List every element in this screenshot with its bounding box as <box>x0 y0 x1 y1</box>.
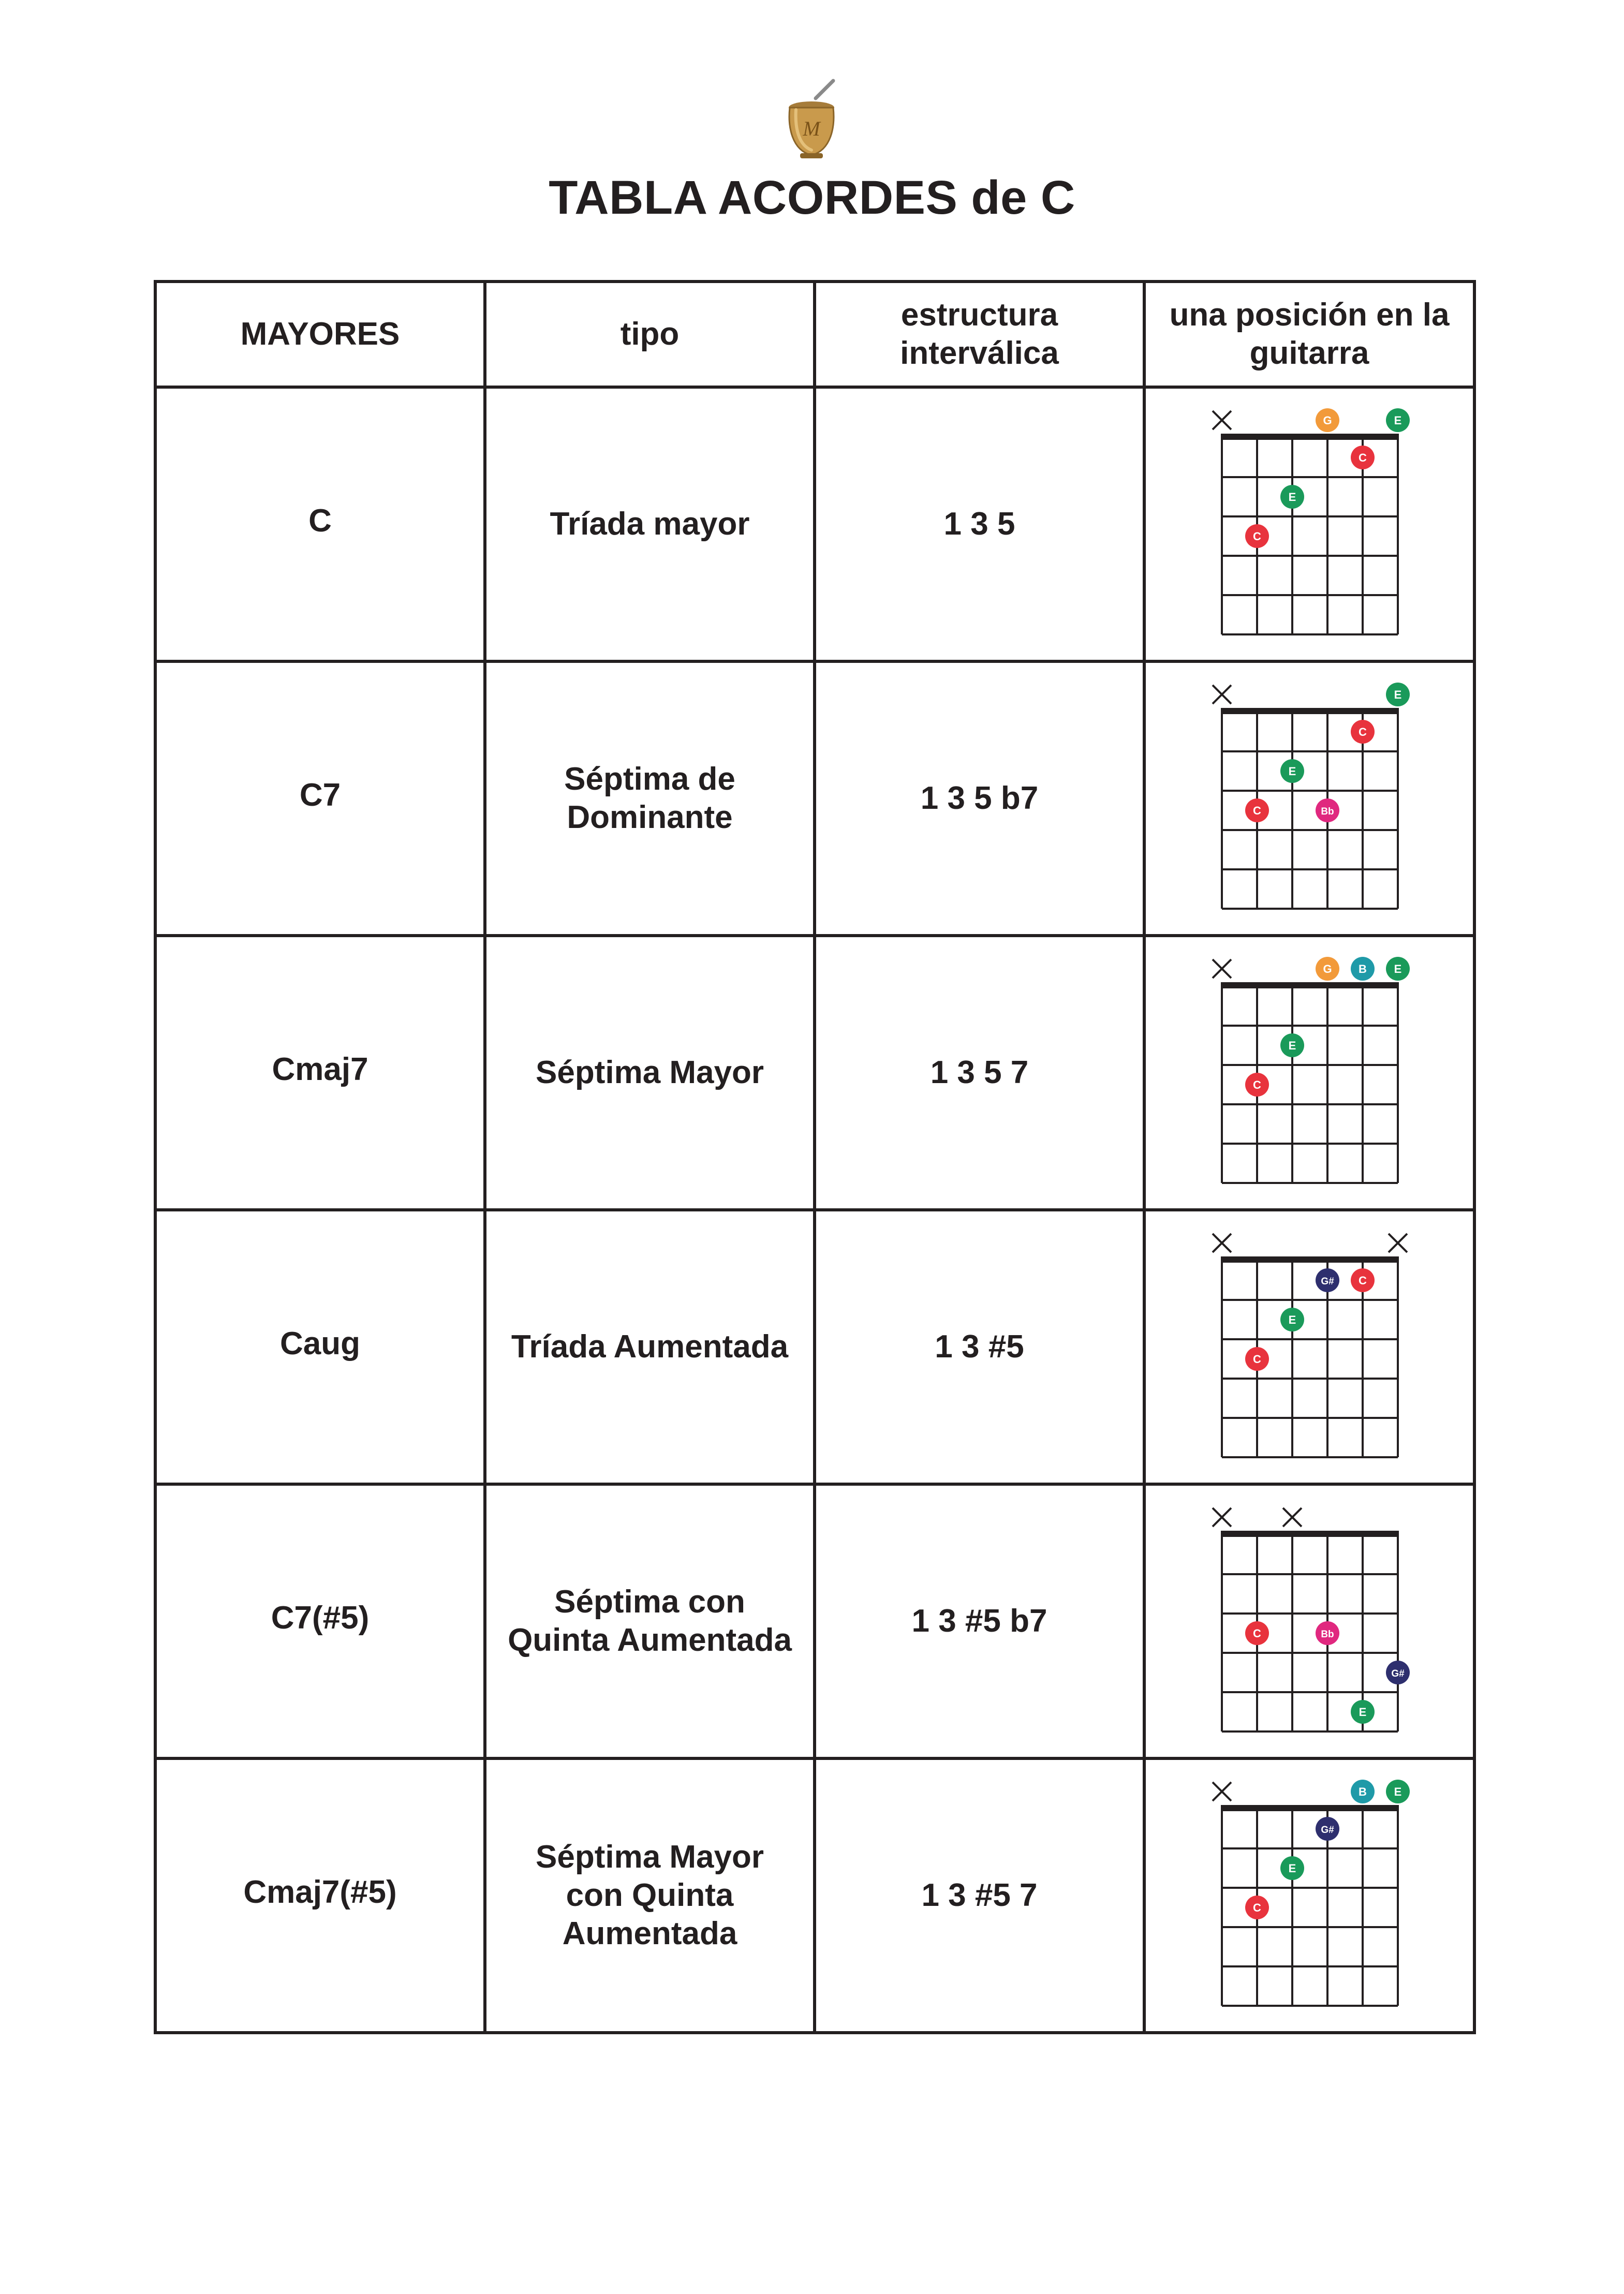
svg-text:G: G <box>1323 414 1332 427</box>
chord-type: Tríada mayor <box>485 387 815 661</box>
svg-text:C: C <box>1359 726 1367 738</box>
fret-note-dot <box>1280 1856 1304 1880</box>
svg-text:E: E <box>1394 1785 1402 1798</box>
open-string-note <box>1351 1780 1375 1803</box>
open-string-note <box>1351 957 1375 981</box>
table-row <box>155 387 1474 661</box>
chord-table <box>154 280 1476 2034</box>
chord-diagram <box>1146 1760 1475 2031</box>
chord-name: Cmaj7(#5) <box>155 1758 485 2033</box>
open-string-note <box>1316 408 1339 432</box>
table-row <box>155 936 1474 1210</box>
muted-string-icon <box>1213 1234 1231 1252</box>
chord-diagram-cell <box>1144 1484 1474 1758</box>
svg-text:Bb: Bb <box>1321 1629 1334 1640</box>
chord-structure: 1 3 5 7 <box>815 936 1144 1210</box>
muted-string-icon <box>1213 411 1231 430</box>
svg-text:C: C <box>1253 1078 1261 1091</box>
table-row <box>155 1484 1474 1758</box>
chord-diagram <box>1146 937 1475 1208</box>
open-string-note <box>1316 957 1339 981</box>
nut-bar <box>1221 434 1399 440</box>
table-row <box>155 1758 1474 2033</box>
table-row <box>155 1210 1474 1484</box>
fret-note-dot <box>1280 485 1304 509</box>
svg-text:M: M <box>803 117 820 140</box>
svg-text:E: E <box>1288 1862 1296 1875</box>
svg-text:C: C <box>1253 1627 1261 1640</box>
muted-string-icon <box>1213 685 1231 704</box>
fret-note-dot <box>1280 1033 1304 1057</box>
header-mayores: MAYORES <box>155 282 485 387</box>
svg-text:E: E <box>1394 414 1402 427</box>
chord-type: Séptima Mayor <box>485 936 815 1210</box>
chord-type: Séptima Mayor con Quinta Aumentada <box>485 1758 815 2033</box>
nut-bar <box>1221 1531 1399 1537</box>
fret-note-dot <box>1316 1621 1339 1645</box>
chord-structure: 1 3 #5 7 <box>815 1758 1144 2033</box>
svg-text:E: E <box>1288 491 1296 504</box>
table-header-row <box>155 282 1474 387</box>
chord-structure: 1 3 #5 <box>815 1210 1144 1484</box>
fret-note-dot <box>1351 446 1375 469</box>
chord-structure: 1 3 5 b7 <box>815 661 1144 936</box>
chord-diagram-cell <box>1144 1758 1474 2033</box>
svg-text:C: C <box>1253 804 1261 817</box>
muted-string-icon <box>1213 959 1231 978</box>
svg-text:E: E <box>1394 688 1402 701</box>
muted-string-icon <box>1213 1508 1231 1527</box>
header-estructura: estructura interválica <box>815 282 1144 387</box>
svg-text:E: E <box>1394 963 1402 975</box>
chord-diagram <box>1146 1486 1475 1757</box>
chord-diagram <box>1146 663 1475 934</box>
svg-text:B: B <box>1359 963 1367 975</box>
fret-note-dot <box>1245 1073 1269 1097</box>
fret-note-dot <box>1351 720 1375 744</box>
svg-text:E: E <box>1359 1706 1367 1719</box>
fret-note-dot <box>1351 1268 1375 1292</box>
mate-gourd-icon <box>786 78 837 166</box>
chord-diagram-cell <box>1144 387 1474 661</box>
muted-string-icon <box>1389 1234 1407 1252</box>
fret-note-dot <box>1280 1308 1304 1331</box>
fret-note-dot <box>1245 798 1269 822</box>
nut-bar <box>1221 982 1399 988</box>
header-posicion: una posición en la guitarra <box>1144 282 1474 387</box>
chord-name: C7 <box>155 661 485 936</box>
fret-note-dot <box>1245 524 1269 548</box>
nut-bar <box>1221 1805 1399 1811</box>
chord-type: Séptima de Dominante <box>485 661 815 936</box>
svg-text:E: E <box>1288 1039 1296 1052</box>
svg-text:G: G <box>1323 963 1332 975</box>
chord-name: Cmaj7 <box>155 936 485 1210</box>
chord-name: C <box>155 387 485 661</box>
muted-string-icon <box>1283 1508 1302 1527</box>
fret-note-dot <box>1316 1817 1339 1841</box>
fret-note-dot <box>1245 1347 1269 1371</box>
open-string-note <box>1386 683 1410 706</box>
fret-note-dot <box>1245 1896 1269 1919</box>
chord-diagram-cell <box>1144 661 1474 936</box>
chord-name: C7(#5) <box>155 1484 485 1758</box>
chord-structure: 1 3 #5 b7 <box>815 1484 1144 1758</box>
fret-note-dot <box>1280 759 1304 783</box>
chord-diagram <box>1146 1211 1475 1483</box>
fret-note-dot <box>1386 1661 1410 1684</box>
open-string-note <box>1386 1780 1410 1803</box>
chord-diagram-cell <box>1144 936 1474 1210</box>
svg-text:E: E <box>1288 765 1296 778</box>
svg-text:C: C <box>1359 1274 1367 1287</box>
fret-note-dot <box>1245 1621 1269 1645</box>
chord-type: Tríada Aumentada <box>485 1210 815 1484</box>
open-string-note <box>1386 957 1410 981</box>
chord-name: Caug <box>155 1210 485 1484</box>
svg-text:C: C <box>1359 451 1367 464</box>
fret-note-dot <box>1316 798 1339 822</box>
nut-bar <box>1221 708 1399 714</box>
svg-text:C: C <box>1253 1353 1261 1366</box>
chord-type: Séptima con Quinta Aumentada <box>485 1484 815 1758</box>
svg-text:C: C <box>1253 530 1261 543</box>
svg-text:Bb: Bb <box>1321 806 1334 817</box>
svg-text:B: B <box>1359 1785 1367 1798</box>
svg-text:G#: G# <box>1321 1276 1334 1287</box>
table-row <box>155 661 1474 936</box>
nut-bar <box>1221 1256 1399 1263</box>
svg-text:G#: G# <box>1391 1668 1405 1679</box>
chord-diagram-cell <box>1144 1210 1474 1484</box>
muted-string-icon <box>1213 1782 1231 1801</box>
svg-text:E: E <box>1288 1313 1296 1326</box>
fret-note-dot <box>1351 1700 1375 1724</box>
header-tipo: tipo <box>485 282 815 387</box>
chord-structure: 1 3 5 <box>815 387 1144 661</box>
fret-note-dot <box>1316 1268 1339 1292</box>
svg-text:C: C <box>1253 1901 1261 1914</box>
page-title: TABLA ACORDES de C <box>549 171 1075 224</box>
svg-text:G#: G# <box>1321 1825 1334 1836</box>
open-string-note <box>1386 408 1410 432</box>
chord-diagram <box>1146 389 1475 660</box>
